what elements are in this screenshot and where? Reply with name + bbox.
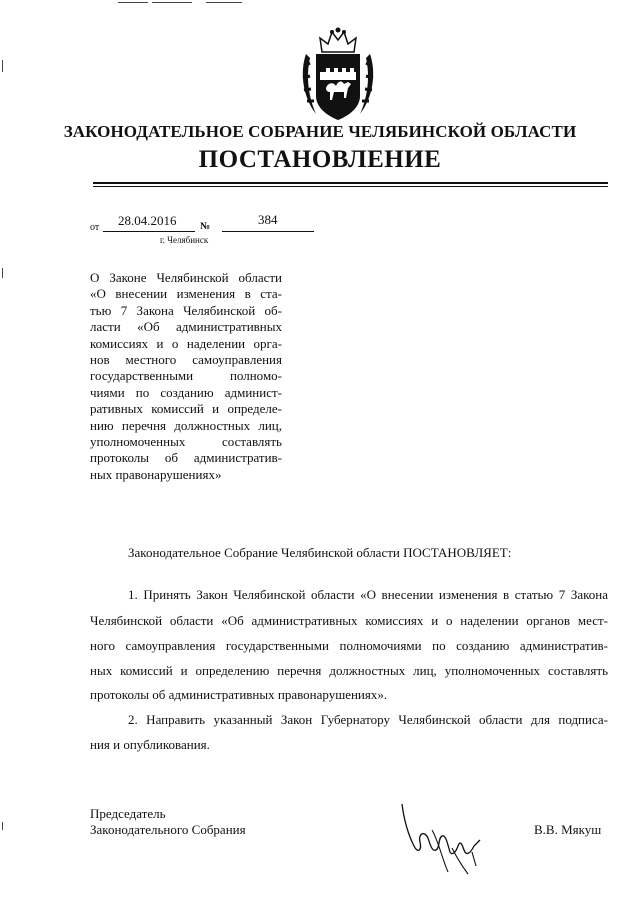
date-underline: [103, 231, 195, 232]
header-rule-thick: [93, 182, 608, 184]
scan-artifact: [2, 60, 3, 72]
header-rule-thin: [93, 186, 608, 187]
subject-line: ласти «Об административных: [90, 319, 282, 335]
subject-line: О Законе Челябинской области: [90, 270, 282, 285]
scan-artifact: [118, 2, 148, 3]
organization-title: ЗАКОНОДАТЕЛЬНОЕ СОБРАНИЕ ЧЕЛЯБИНСКОЙ ОБЛАСТИ: [63, 122, 577, 141]
item1-line: ных комиссий и определению перечня должностных лиц, уполномоченных составлять: [90, 663, 608, 678]
subject-line: комиссиях и о наделении орга-: [90, 335, 282, 351]
document-date: 28.04.2016: [118, 213, 177, 228]
item2-line: 2. Направить указанный Закон Губернатору Челябинской области для подписа-: [128, 712, 608, 727]
preamble: Законодательное Собрание Челябинской области ПОСТАНОВЛЯЕТ:: [128, 545, 512, 560]
subject-line: протоколы об административ-: [90, 450, 282, 466]
signatory-position: Законодательного Собрания: [90, 822, 246, 837]
subject-line: государственными полномо-: [90, 368, 282, 384]
item1-line: протоколы об административных правонарушениях».: [90, 687, 388, 702]
subject-line: ных правонарушениях»: [90, 466, 222, 482]
subject-line: чиями по созданию админист-: [90, 384, 282, 400]
document-number: 384: [258, 212, 278, 227]
scan-artifact: [152, 2, 192, 3]
subject-line: нию перечня должностных лиц,: [90, 417, 282, 433]
subject-line: тью 7 Закона Челябинской об-: [90, 302, 282, 318]
scan-artifact: [206, 2, 242, 3]
item1-line: Челябинской области «Об административных комиссиях и о наделении органов мест-: [90, 613, 608, 628]
date-prefix: от: [90, 222, 100, 233]
number-underline: [222, 231, 314, 232]
scan-artifact: [2, 268, 3, 278]
subject-line: ративных комиссий и определе-: [90, 401, 282, 417]
signature-icon: [392, 800, 492, 878]
document-type-title: ПОСТАНОВЛЕНИЕ: [198, 146, 442, 173]
scan-artifact: [2, 822, 3, 830]
number-prefix: №: [200, 221, 211, 232]
coat-of-arms-icon: [298, 26, 378, 126]
subject-line: «О внесении изменения в ста-: [90, 286, 282, 302]
item1-line: 1. Принять Закон Челябинской области «О внесении изменения в статью 7 Закона: [128, 587, 608, 602]
city: г. Челябинск: [160, 235, 209, 245]
signatory-name: В.В. Мякуш: [534, 822, 602, 837]
item2-line: ния и опубликования.: [90, 737, 210, 752]
signatory-position: Председатель: [90, 806, 166, 821]
subject-line: уполномоченных составлять: [90, 434, 282, 450]
document-subject: [90, 270, 282, 483]
item1-line: ного самоуправления государственными полномочиями по созданию административ-: [90, 638, 608, 653]
subject-line: нов местного самоуправления: [90, 352, 282, 368]
